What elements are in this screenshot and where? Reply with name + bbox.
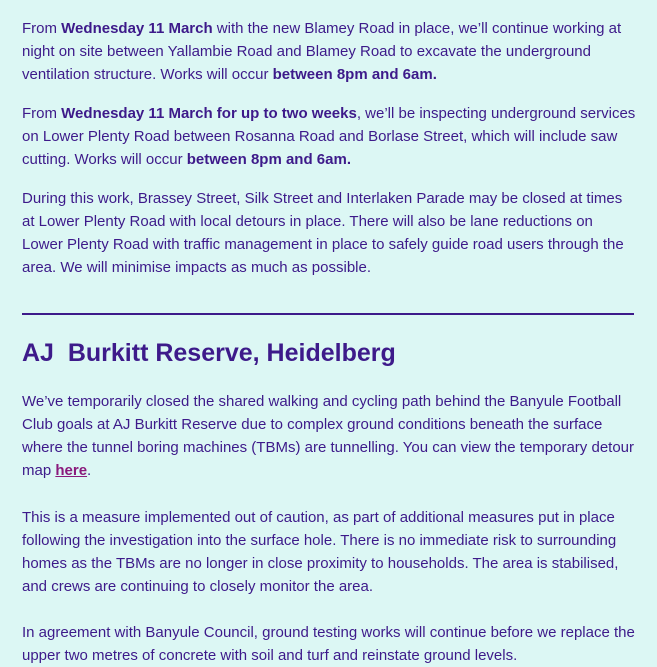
text: From	[22, 20, 62, 37]
detour-map-link[interactable]: here	[55, 462, 88, 479]
section-divider	[22, 313, 634, 315]
text: , we’ll be inspecting underground services on Lower Plenty Road between Rosanna Road and Borlase Street, which will include saw cutting. Works will occur	[22, 105, 636, 168]
paragraph-path-closure	[22, 390, 636, 482]
hours-emphasis: between 8pm and 6am.	[186, 151, 351, 168]
paragraph-ventilation-works	[22, 17, 636, 86]
text: We’ve temporarily closed the shared walking and cycling path behind the Banyule Football Club goals at AJ Burkitt Reserve due to complex ground conditions beneath the surface where the tunnel boring machines (TBMs) are tunnelling. You can view the temporary detour map	[22, 393, 635, 479]
article-body	[22, 17, 636, 667]
paragraph-caution-measure: This is a measure implemented out of caution, as part of additional measures put in place following the investigation into the surface hole. There is no immediate risk to surrounding homes as the TBMs are no longer in close proximity to households. The area is stabilised, and crews are continuing to closely monitor the area.	[22, 509, 619, 595]
text: with the new Blamey Road in place, we’ll continue working at night on site between Yallambie Road and Blamey Road to excavate the underground ventilation structure. Works will occur	[22, 20, 622, 83]
section-heading: AJ Burkitt Reserve, Heidelberg	[22, 339, 396, 367]
paragraph-ground-testing: In agreement with Banyule Council, ground testing works will continue before we replace the upper two metres of concrete with soil and turf and reinstate ground levels.	[22, 624, 635, 664]
text: .	[87, 462, 92, 479]
date-emphasis: Wednesday 11 March for up to two weeks	[61, 105, 357, 122]
paragraph-services-inspection	[22, 102, 636, 171]
paragraph-road-closures: During this work, Brassey Street, Silk Street and Interlaken Parade may be closed at times at Lower Plenty Road with local detours in place. There will also be lane reductions on Lower Plenty Road with traffic management in place to safely guide road users through the area. We will minimise impacts as much as possible.	[22, 190, 624, 276]
date-emphasis: Wednesday 11 March	[61, 20, 213, 37]
hours-emphasis: between 8pm and 6am.	[272, 66, 437, 83]
text: From	[22, 105, 62, 122]
